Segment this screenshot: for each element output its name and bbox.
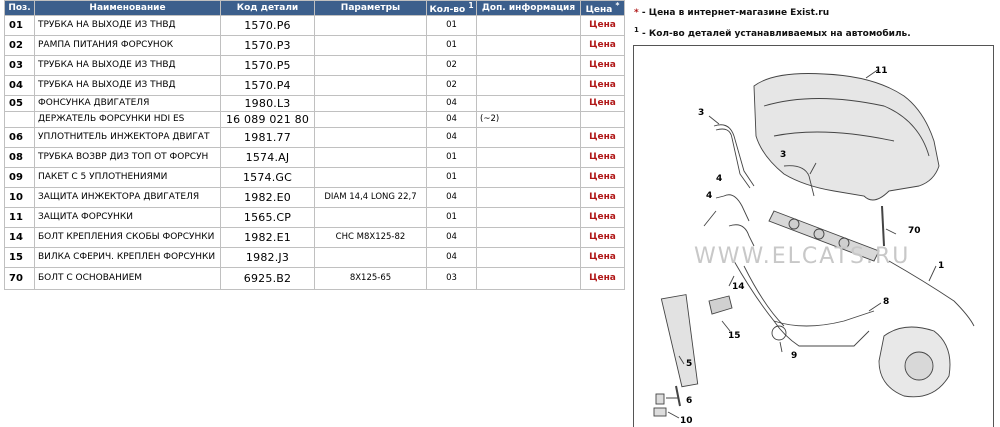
cell-name: ЗАЩИТА ИНЖЕКТОРА ДВИГАТЕЛЯ <box>35 188 221 208</box>
table-row <box>5 16 625 36</box>
legend-qty-mark: 1 <box>634 26 639 34</box>
cell-name: ТРУБКА НА ВЫХОДЕ ИЗ ТНВД <box>35 76 221 96</box>
table-row <box>5 36 625 56</box>
cell-qty: 01 <box>427 208 477 228</box>
table-row <box>5 148 625 168</box>
header-qty-label: Кол-во <box>429 5 466 15</box>
cell-code[interactable]: 1574.AJ <box>221 148 315 168</box>
parts-table <box>4 0 625 290</box>
cell-params <box>315 112 427 128</box>
header-pos: Поз. <box>5 1 35 16</box>
cell-qty: 01 <box>427 168 477 188</box>
diagram-watermark: WWW.ELCATS.RU <box>694 244 911 269</box>
cell-pos: 09 <box>5 168 35 188</box>
cell-code[interactable]: 1982.E1 <box>221 228 315 248</box>
cell-pos: 14 <box>5 228 35 248</box>
cell-qty: 02 <box>427 76 477 96</box>
price-link[interactable] <box>581 112 625 128</box>
cell-code[interactable]: 1982.J3 <box>221 248 315 268</box>
price-link[interactable]: Цена <box>581 228 625 248</box>
price-link[interactable]: Цена <box>581 56 625 76</box>
cell-name: ТРУБКА НА ВЫХОДЕ ИЗ ТНВД <box>35 56 221 76</box>
cell-name: ЗАЩИТА ФОРСУНКИ <box>35 208 221 228</box>
cell-pos: 08 <box>5 148 35 168</box>
legend-price-text: - Цена в интернет-магазине Exist.ru <box>638 8 830 18</box>
diagram-label-4[interactable]: 4 <box>716 174 723 184</box>
diagram-label-4b[interactable]: 4 <box>706 191 713 201</box>
price-link[interactable]: Цена <box>581 268 625 290</box>
cell-pos: 02 <box>5 36 35 56</box>
cell-params <box>315 16 427 36</box>
cell-code[interactable]: 6925.B2 <box>221 268 315 290</box>
cell-code[interactable]: 1982.E0 <box>221 188 315 208</box>
diagram-svg <box>634 46 994 427</box>
cell-params <box>315 96 427 112</box>
diagram-label-70[interactable]: 70 <box>908 226 921 236</box>
header-info: Доп. информация <box>477 1 581 16</box>
legend-price-mark: * <box>634 8 639 18</box>
cell-name: УПЛОТНИТЕЛЬ ИНЖЕКТОРА ДВИГАТ <box>35 128 221 148</box>
cell-params <box>315 56 427 76</box>
cell-name: БОЛТ КРЕПЛЕНИЯ СКОБЫ ФОРСУНКИ <box>35 228 221 248</box>
table-row <box>5 56 625 76</box>
diagram-label-3[interactable]: 3 <box>698 108 705 118</box>
cell-code[interactable]: 1574.GC <box>221 168 315 188</box>
diagram-label-8[interactable]: 8 <box>883 297 890 307</box>
legend-price <box>634 6 994 23</box>
cell-name: БОЛТ С ОСНОВАНИЕМ <box>35 268 221 290</box>
table-header-row <box>5 1 625 16</box>
header-price <box>581 1 625 16</box>
cell-name: ФОНСУНКА ДВИГАТЕЛЯ <box>35 96 221 112</box>
cell-code[interactable]: 1981.77 <box>221 128 315 148</box>
price-link[interactable]: Цена <box>581 168 625 188</box>
cell-info <box>477 208 581 228</box>
table-row <box>5 168 625 188</box>
header-params: Параметры <box>315 1 427 16</box>
cell-info <box>477 148 581 168</box>
cell-qty: 01 <box>427 36 477 56</box>
cell-params <box>315 208 427 228</box>
cell-pos: 15 <box>5 248 35 268</box>
header-price-label: Цена <box>585 5 613 15</box>
price-link[interactable]: Цена <box>581 96 625 112</box>
cell-name: РАМПА ПИТАНИЯ ФОРСУНОК <box>35 36 221 56</box>
cell-info <box>477 96 581 112</box>
cell-info <box>477 36 581 56</box>
price-link[interactable]: Цена <box>581 36 625 56</box>
table-row <box>5 208 625 228</box>
cell-params <box>315 168 427 188</box>
cell-info <box>477 128 581 148</box>
cell-qty: 03 <box>427 268 477 290</box>
cell-pos: 10 <box>5 188 35 208</box>
cell-code[interactable]: 1570.P5 <box>221 56 315 76</box>
cell-qty: 04 <box>427 96 477 112</box>
cell-pos: 01 <box>5 16 35 36</box>
header-qty-sup: 1 <box>468 1 474 10</box>
diagram-label-3b[interactable]: 3 <box>780 150 787 160</box>
cell-pos: 05 <box>5 96 35 112</box>
cell-info <box>477 168 581 188</box>
diagram-label-6[interactable]: 6 <box>686 396 693 406</box>
legend-qty <box>634 23 994 40</box>
cell-code[interactable]: 1570.P4 <box>221 76 315 96</box>
price-link[interactable]: Цена <box>581 76 625 96</box>
cell-params: CHC M8X125-82 <box>315 228 427 248</box>
cell-params <box>315 148 427 168</box>
cell-info: (~2) <box>477 112 581 128</box>
table-row <box>5 228 625 248</box>
cell-name: ПАКЕТ С 5 УПЛОТНЕНИЯМИ <box>35 168 221 188</box>
cell-qty: 04 <box>427 112 477 128</box>
diagram-label-5[interactable]: 5 <box>686 359 693 369</box>
legend <box>634 6 994 40</box>
parts-diagram <box>633 45 994 427</box>
cell-qty: 02 <box>427 56 477 76</box>
cell-code[interactable]: 1980.L3 <box>221 96 315 112</box>
table-row <box>5 112 625 128</box>
diagram-label-14[interactable]: 14 <box>732 282 745 292</box>
diagram-label-10[interactable]: 10 <box>680 416 693 426</box>
diagram-label-1[interactable]: 1 <box>938 261 945 271</box>
cell-name: ТРУБКА НА ВЫХОДЕ ИЗ ТНВД <box>35 16 221 36</box>
cell-params <box>315 76 427 96</box>
price-link[interactable]: Цена <box>581 188 625 208</box>
header-name: Наименование <box>35 1 221 16</box>
cell-qty: 01 <box>427 16 477 36</box>
cell-info <box>477 188 581 208</box>
header-code: Код детали <box>221 1 315 16</box>
cell-qty: 01 <box>427 148 477 168</box>
table-row <box>5 268 625 290</box>
diagram-label-9[interactable]: 9 <box>791 351 798 361</box>
cell-params: DIAM 14,4 LONG 22,7 <box>315 188 427 208</box>
cell-name: ДЕРЖАТЕЛЬ ФОРСУНКИ HDI ES <box>35 112 221 128</box>
price-link[interactable]: Цена <box>581 16 625 36</box>
cell-name: ТРУБКА ВОЗВР ДИЗ ТОП ОТ ФОРСУН <box>35 148 221 168</box>
legend-qty-text: - Кол-во деталей устанавливаемых на автомобиль. <box>638 29 911 39</box>
cell-params: 8X125-65 <box>315 268 427 290</box>
cell-pos: 70 <box>5 268 35 290</box>
table-row <box>5 128 625 148</box>
header-price-sup: * <box>615 1 620 10</box>
price-link[interactable]: Цена <box>581 148 625 168</box>
cell-info <box>477 268 581 290</box>
cell-code[interactable]: 16 089 021 80 <box>221 112 315 128</box>
table-row <box>5 76 625 96</box>
table-row <box>5 188 625 208</box>
header-qty <box>427 1 477 16</box>
cell-info <box>477 228 581 248</box>
cell-qty: 04 <box>427 128 477 148</box>
cell-pos: 11 <box>5 208 35 228</box>
cell-info <box>477 16 581 36</box>
cell-code[interactable]: 1570.P3 <box>221 36 315 56</box>
price-link[interactable]: Цена <box>581 248 625 268</box>
cell-params <box>315 36 427 56</box>
cell-params <box>315 128 427 148</box>
cell-qty: 04 <box>427 228 477 248</box>
cell-pos: 06 <box>5 128 35 148</box>
cell-params <box>315 248 427 268</box>
cell-pos <box>5 112 35 128</box>
cell-qty: 04 <box>427 188 477 208</box>
cell-info <box>477 248 581 268</box>
cell-name: ВИЛКА СФЕРИЧ. КРЕПЛЕН ФОРСУНКИ <box>35 248 221 268</box>
cell-code[interactable]: 1565.CP <box>221 208 315 228</box>
cell-info <box>477 56 581 76</box>
table-row <box>5 248 625 268</box>
diagram-label-15[interactable]: 15 <box>728 331 741 341</box>
cell-qty: 04 <box>427 248 477 268</box>
price-link[interactable]: Цена <box>581 128 625 148</box>
cell-info <box>477 76 581 96</box>
price-link[interactable]: Цена <box>581 208 625 228</box>
cell-pos: 04 <box>5 76 35 96</box>
diagram-label-11[interactable]: 11 <box>875 66 888 76</box>
table-row <box>5 96 625 112</box>
cell-pos: 03 <box>5 56 35 76</box>
cell-code[interactable]: 1570.P6 <box>221 16 315 36</box>
